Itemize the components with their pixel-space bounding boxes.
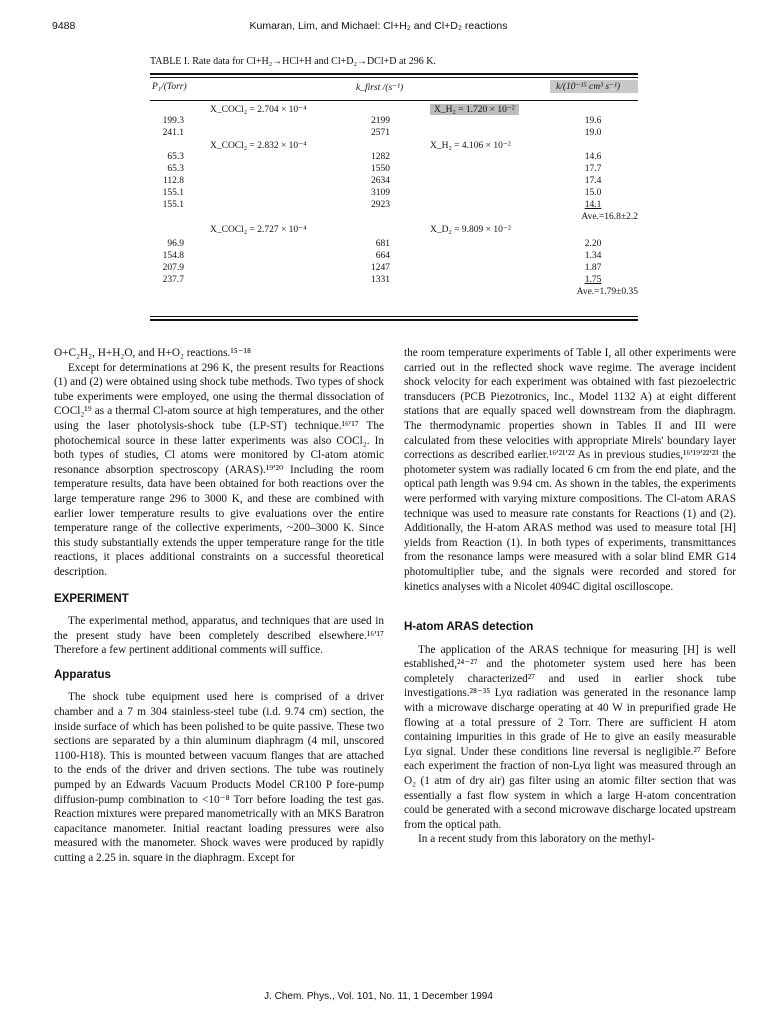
paragraph: O+C₂H₂, H+H₂O, and H+O₂ reactions.¹⁵⁻¹⁸ [54, 347, 251, 359]
column-header-rate-constant: k/(10⁻¹⁵ cm³ s⁻¹) [550, 80, 638, 93]
right-column [404, 346, 736, 847]
cell-kfirst: 2571 [371, 128, 390, 138]
page-number: 9488 [52, 20, 76, 32]
table-row [150, 116, 638, 128]
column-header-pressure: P₁/(Torr) [152, 82, 187, 92]
cell-kfirst: 1331 [371, 275, 390, 285]
average-value: Ave.=1.79±0.35 [576, 287, 638, 297]
journal-footer: J. Chem. Phys., Vol. 101, No. 11, 1 December 1994 [264, 991, 493, 1002]
cell-k: 1.87 [584, 263, 602, 273]
mixture-h2: X_H₂ = 4.106 × 10⁻² [430, 141, 511, 151]
cell-pressure: 65.3 [167, 164, 184, 174]
table-row [150, 200, 638, 212]
running-head [0, 20, 757, 36]
cell-k: 19.6 [584, 116, 602, 126]
column-header-kfirst: k_first /(s⁻¹) [356, 83, 404, 93]
cell-pressure: 112.8 [162, 176, 184, 186]
table-row [150, 251, 638, 263]
cell-k: 17.7 [584, 164, 602, 174]
mixture-d2: X_D₂ = 9.809 × 10⁻² [430, 225, 511, 235]
cell-kfirst: 2199 [371, 116, 390, 126]
paragraph: The experimental method, apparatus, and techniques that are used in the present study have been completely described elsewhere.¹⁶ʹ¹⁷ Therefore a few pertinent additional comments will suffice. [54, 615, 384, 657]
cell-pressure: 237.7 [162, 275, 184, 285]
group-header-2 [150, 140, 638, 152]
cell-kfirst: 2923 [371, 200, 390, 210]
cell-k: 14.6 [584, 152, 602, 162]
cell-kfirst: 1282 [371, 152, 390, 162]
section-heading-experiment: EXPERIMENT [54, 592, 129, 605]
paragraph: In a recent study from this laboratory on the methyl- [418, 833, 655, 846]
cell-kfirst: 3109 [371, 188, 390, 198]
table-row [150, 263, 638, 275]
table-row [150, 188, 638, 200]
cell-k: 19.0 [584, 128, 602, 138]
mixture-h2: X_H₂ = 1.720 × 10⁻² [430, 104, 519, 115]
cell-pressure: 155.1 [162, 200, 184, 210]
table-row [150, 128, 638, 140]
cell-pressure: 207.9 [162, 263, 184, 273]
cell-k: 15.0 [584, 188, 602, 198]
cell-pressure: 96.9 [167, 239, 184, 249]
cell-pressure: 241.1 [162, 128, 184, 138]
table-row [150, 239, 638, 251]
table-body [150, 101, 638, 316]
left-column [54, 346, 384, 866]
table-row [150, 164, 638, 176]
paragraph: The shock tube equipment used here is comprised of a driver chamber and a 7 m 304 stainless-steel tube (i.d. 9.74 cm) section, the inside surface of which has been polished to be quite passive. These two sections are separated by a thin aluminum diaphragm (4 mil, unscored 1100-H18). This is mounted between vacuum flanges that are attached to the ends of the driver and driven sections. The tube was routinely pumped by an Edwards Vacuum Products Model CR100 P fore-pump diffusion-pump combination to <10⁻⁸ Torr before loading the test gas. Reaction mixtures were prepared manometrically with an MKS Baratron capacitance manometer. Initial reactant loading pressures were also measured with the manometer. Shock waves were produced by rapidly cutting a 2.25 in. square in the diaphragm. Except for [54, 691, 384, 864]
cell-pressure: 155.1 [162, 188, 184, 198]
cell-kfirst: 2634 [371, 176, 390, 186]
table-caption: TABLE I. Rate data for Cl+H₂→HCl+H and Cl+D₂→DCl+D at 296 K. [150, 56, 436, 67]
paragraph: The application of the ARAS technique for measuring [H] is well established,²⁴⁻²⁷ and the photometer system used here has been completely characterized²⁷ and used in earlier shock tube investigations.²⁸⁻³⁵ Lyα radiation was generated in the resonance lamp with a microwave discharge operating at 40 W in prepurified grade He flowing at a total pressure of 2 Torr. There are sufficient H atom containing impurities in this grade of He to give an easily measurable Lyα signal. Under these conditions line reversal is negligible.²⁷ Before each experiment the fraction of non-Lyα light was measured through an O₂ (1 atm of dry air) gas filter using an atomic filter section that was essentially a fast flow system in which a large H-atom concentration could be generated with a second microwave discharge located upstream from the optical path. [404, 643, 736, 831]
rate-data-table [150, 56, 638, 321]
subsection-heading-h-atom-aras: H-atom ARAS detection [404, 621, 534, 634]
cell-k: 1.34 [584, 251, 602, 261]
cell-k: 14.1 [584, 200, 602, 210]
cell-kfirst: 681 [375, 239, 390, 249]
mixture-cocl2: X_COCl₂ = 2.727 × 10⁻⁴ [210, 225, 307, 235]
table-row [150, 275, 638, 287]
average-row [150, 212, 638, 224]
average-value: Ave.=16.8±2.2 [581, 212, 638, 222]
table-header [150, 78, 638, 100]
cell-pressure: 65.3 [167, 152, 184, 162]
cell-kfirst: 664 [375, 251, 390, 261]
paragraph: the room temperature experiments of Table I, all other experiments were carried out in the reflected shock wave regime. The average incident shock velocity for each experiment was obtained with fast piezoelectric transducers (PCB Piezotronics, Inc., Model 1132 A) at eight different stations that are equally spaced well downstream from the diaphragm. The thermodynamic properties shown in Tables II and III were calculated from these velocities with appropriate Mirels' boundary layer corrections as described earlier.¹⁶ʹ²¹ʹ²² As in previous studies,¹⁶ʹ¹⁹ʹ²²ʹ²³ the photometer system was radially located 6 cm from the end plate, and the optical path length was 9.94 cm. As shown in the tables, the experiments were performed with varying mixture compositions. The Cl-atom ARAS technique was used to measure rate constants for Reactions (1) and (2). Additionally, the H-atom ARAS method was used to measure total [H] yields from Reaction (1). In both types of experiments, transmittances from the resonance lamps were measured with a solar blind EMR G14 photomultiplier tube, and the signals were recorded and stored for kinetics analyses with a Nicolet 4094C digital oscilloscope. [404, 347, 736, 593]
cell-pressure: 199.3 [162, 116, 184, 126]
cell-k: 17.4 [584, 176, 602, 186]
cell-kfirst: 1247 [371, 263, 390, 273]
subsection-heading-apparatus: Apparatus [54, 668, 111, 681]
group-header-3 [150, 224, 638, 236]
table-row [150, 152, 638, 164]
average-row [150, 287, 638, 299]
cell-pressure: 154.8 [162, 251, 184, 261]
cell-k: 2.20 [584, 239, 602, 249]
paragraph: Except for determinations at 296 K, the present results for Reactions (1) and (2) were obtained using shock tube methods. Two types of shock tube experiments were employed, one using the thermal dissociation of COCl₂¹⁹ as a thermal Cl-atom source at high temperatures, and the other using the laser photolysis-shock tube (LP-ST) technique.¹⁶ʹ¹⁷ The photochemical source in these latter experiments was also COCl₂. In both types of studies, Cl atoms were monitored by Cl-atom atomic resonance absorption spectroscopy (ARAS).¹⁹ʹ²⁰ Including the room temperature results, data have been obtained for both reactions over the large temperature range 296 to 3000 K, and these are combined with earlier lower temperature results to give evaluations over the entire temperature range of the collective experiments, ~200–3000 K. Since this study substantially extends the upper temperature range for the title reactions, it places additional constraints on a successful theoretical description. [54, 361, 384, 578]
cell-kfirst: 1550 [371, 164, 390, 174]
mixture-cocl2: X_COCl₂ = 2.704 × 10⁻⁴ [210, 105, 307, 115]
mixture-cocl2: X_COCl₂ = 2.832 × 10⁻⁴ [210, 141, 307, 151]
cell-k: 1.75 [584, 275, 602, 285]
group-header-1 [150, 104, 638, 116]
running-title: Kumaran, Lim, and Michael: Cl+H₂ and Cl+D₂ reactions [249, 20, 508, 32]
table-row [150, 176, 638, 188]
